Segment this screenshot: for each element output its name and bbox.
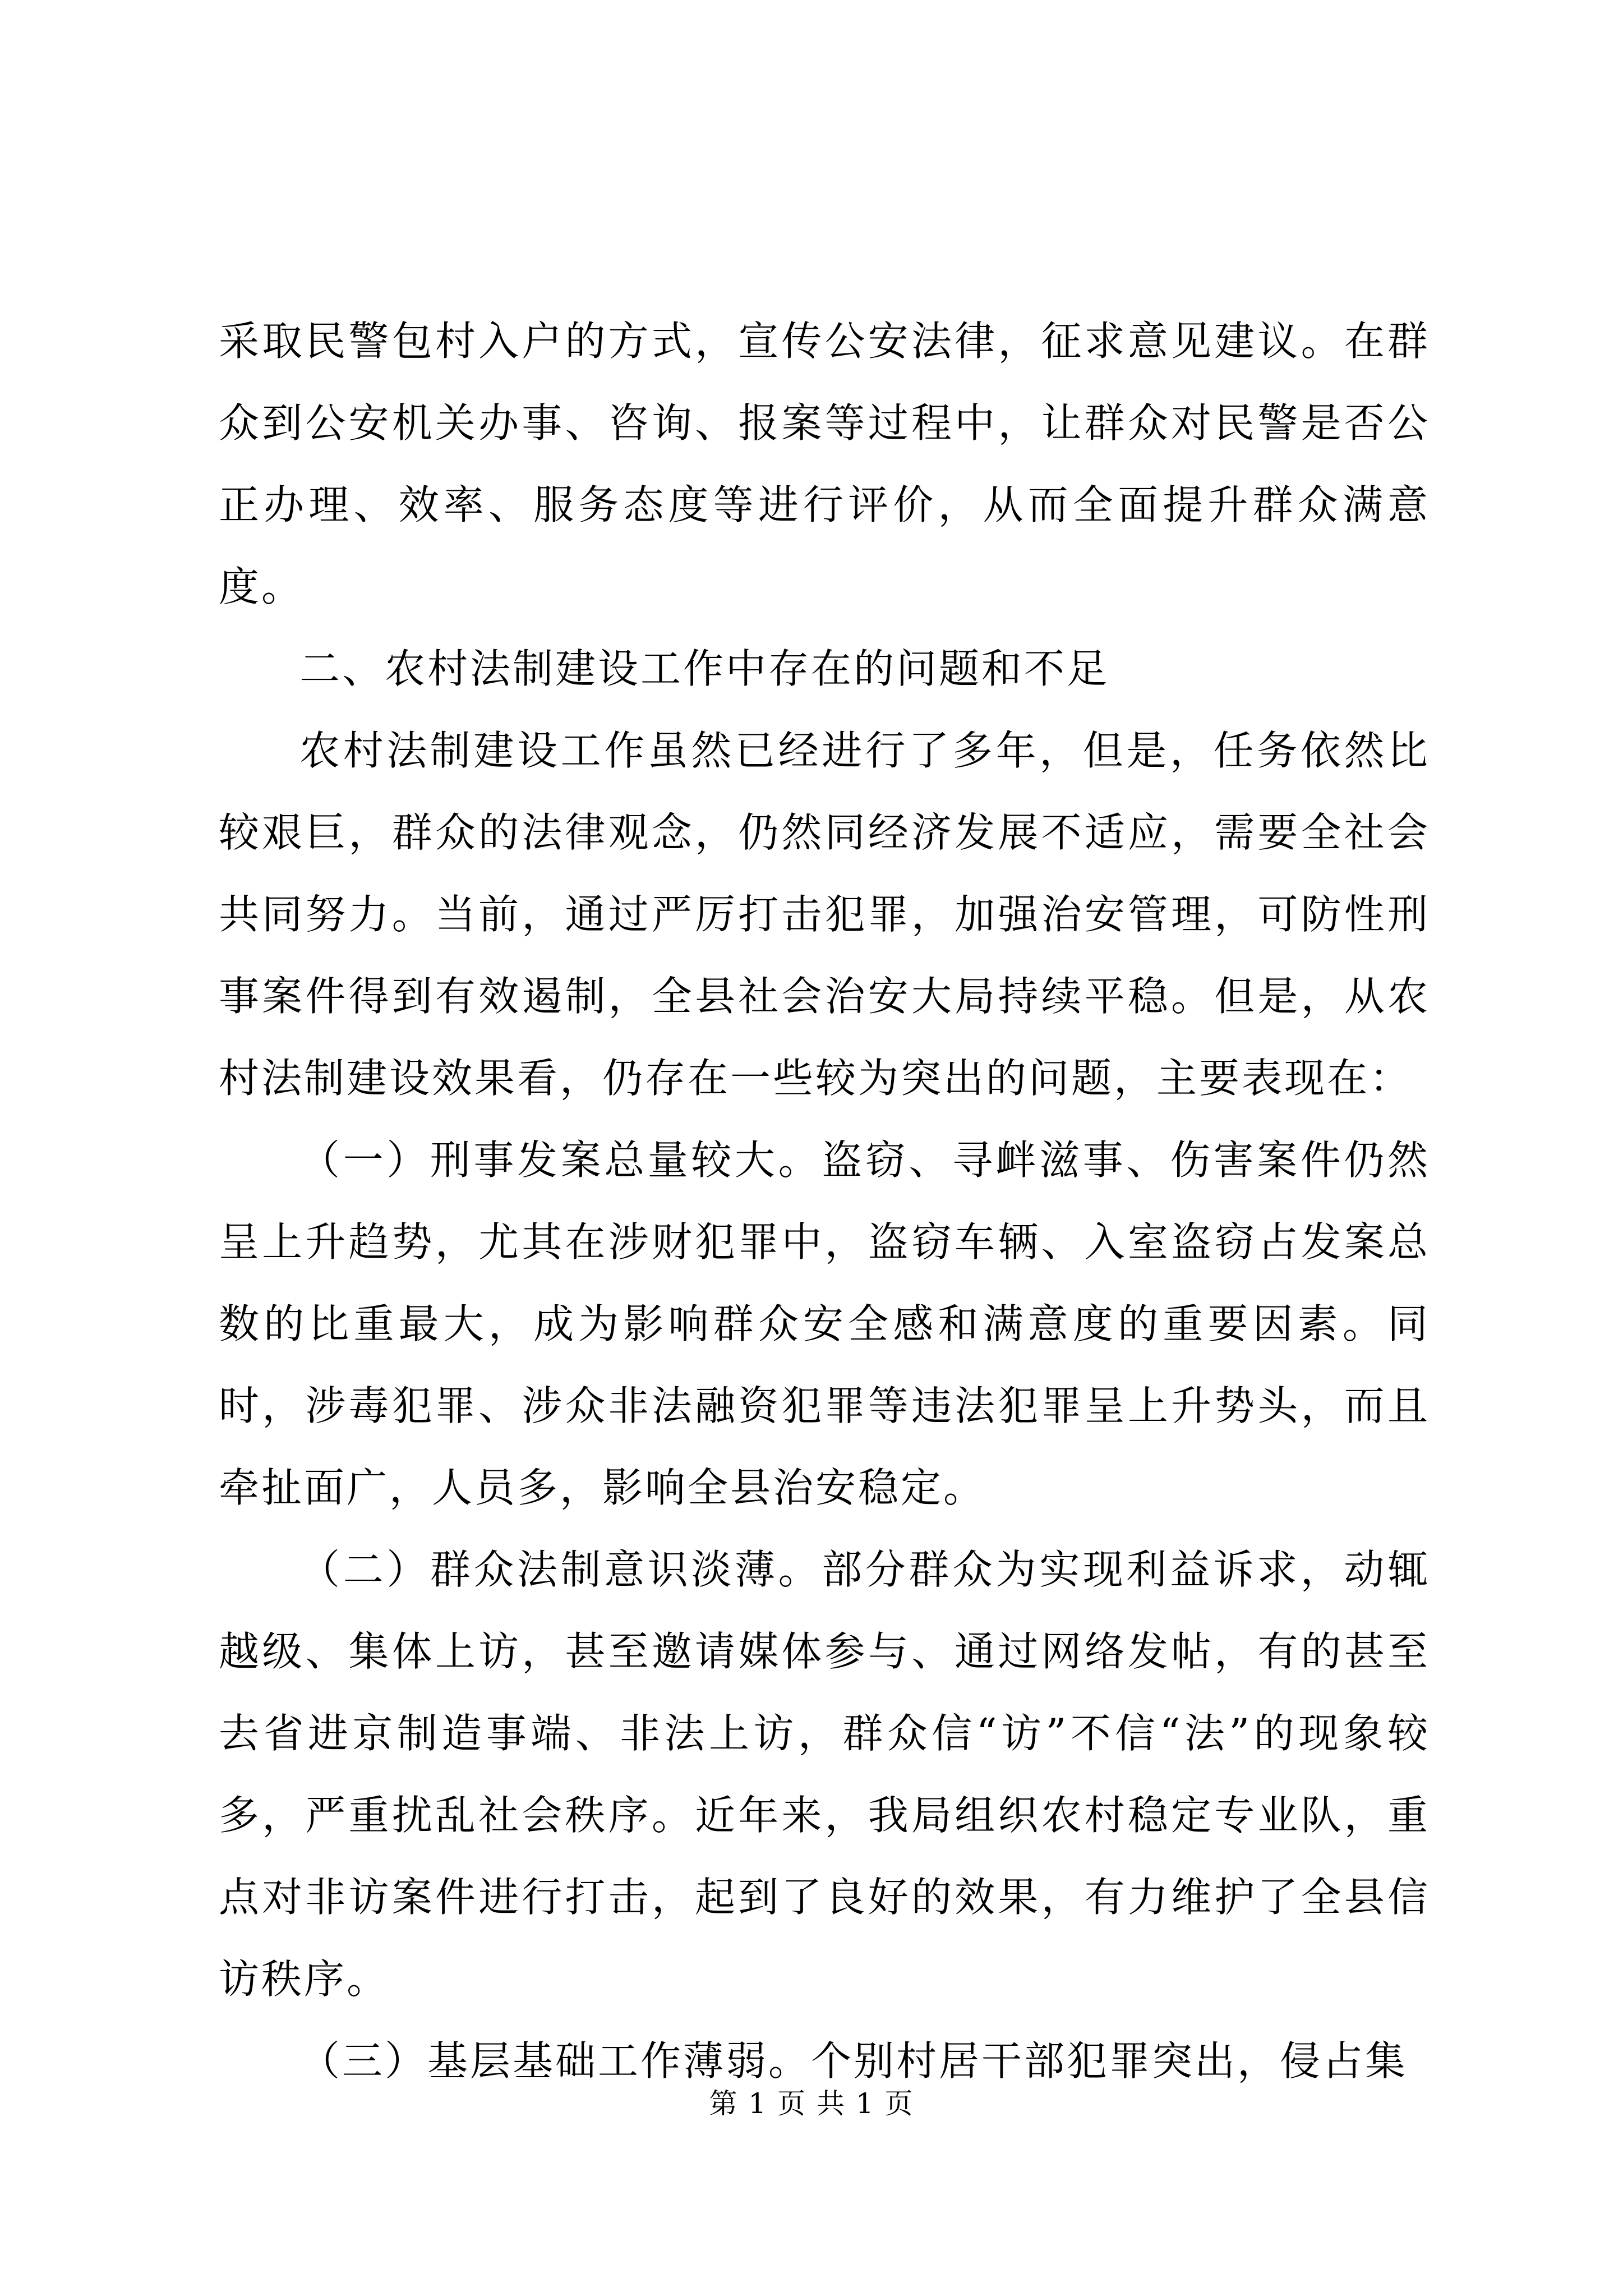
paragraph-4: （一）刑事发案总量较大。盗窃、寻衅滋事、伤害案件仍然呈上升趋势，尤其在涉财犯罪中，盗窃车辆、入室盗窃占发案总数的比重最大，成为影响群众安全感和满意度的重要因素。同时，涉毒犯罪、涉众非法融资犯罪等违法犯罪呈上升势头，而且牵扯面广，人员多，影响全县治安稳定。 xyxy=(219,1137,1430,1511)
paragraph-6: （三）基层基础工作薄弱。个别村居干部犯罪突出，侵占集 xyxy=(299,2037,1408,2085)
document-body xyxy=(219,300,1430,2102)
paragraph-1: 采取民警包村入户的方式，宣传公安法律，征求意见建议。在群众到公安机关办事、咨询、报案等过程中，让群众对民警是否公正办理、效率、服务态度等进行评价，从而全面提升群众满意度。 xyxy=(219,318,1430,610)
paragraph-5: （二）群众法制意识淡薄。部分群众为实现利益诉求，动辄越级、集体上访，甚至邀请媒体参与、通过网络发帖，有的甚至去省进京制造事端、非法上访，群众信“访”不信“法”的现象较多，严重扰乱社会秩序。近年来，我局组织农村稳定专业队，重点对非访案件进行打击，起到了良好的效果，有力维护了全县信访秩序。 xyxy=(219,1546,1430,2003)
page-footer: 第 1 页 共 1 页 xyxy=(709,2087,914,2120)
section-heading-2: 二、农村法制建设工作中存在的问题和不足 xyxy=(299,645,1110,692)
paragraph-3: 农村法制建设工作虽然已经进行了多年，但是，任务依然比较艰巨，群众的法律观念，仍然同经济发展不适应，需要全社会共同努力。当前，通过严厉打击犯罪，加强治安管理，可防性刑事案件得到有效遏制，全县社会治安大局持续平稳。但是，从农村法制建设效果看，仍存在一些较为突出的问题，主要表现在： xyxy=(219,727,1430,1102)
